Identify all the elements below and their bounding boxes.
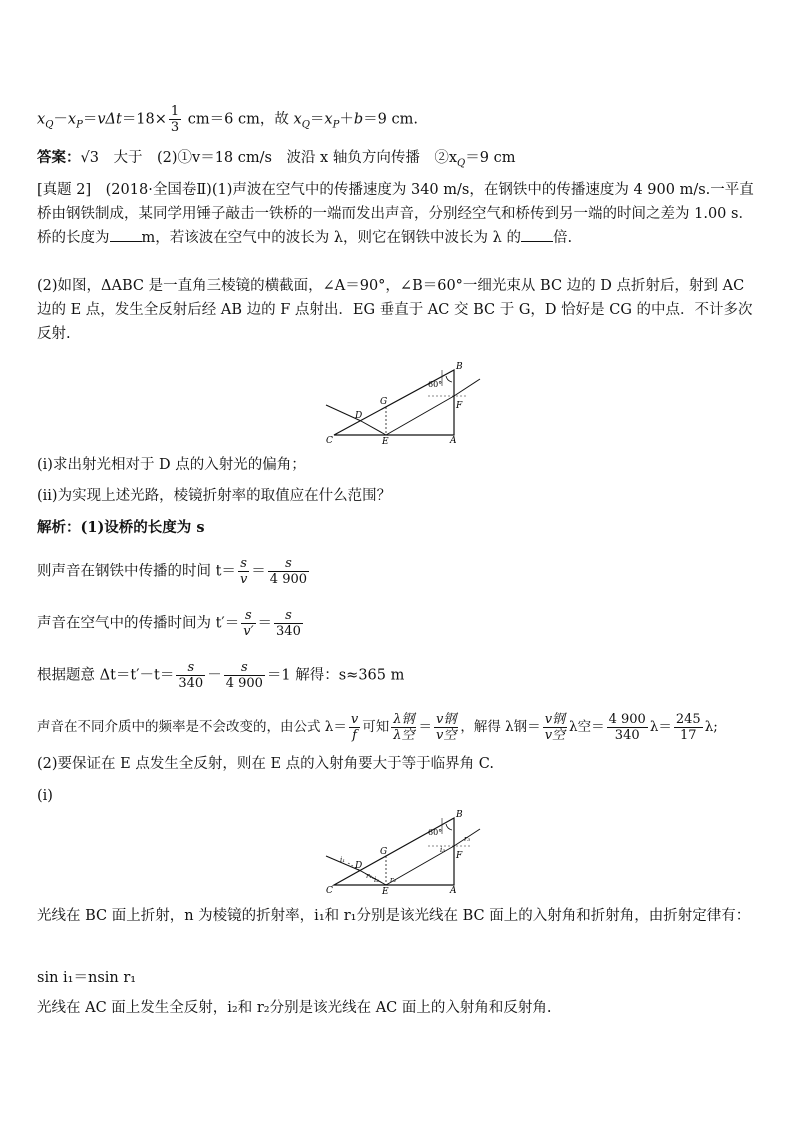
solution-line-2 (37, 556, 311, 587)
solution-paragraph-8 (37, 904, 759, 928)
angle-arc (446, 824, 452, 830)
denominator: 340 (178, 676, 204, 691)
numerator: v钢 (435, 712, 457, 727)
solution-text: 根据题意 Δt＝t′－t＝ (37, 667, 175, 684)
numerator: s (224, 660, 265, 676)
denominator: 17 (680, 728, 697, 743)
plus-sign: ＋ (339, 111, 354, 128)
solution-text: sin i₁＝nsin r₁ (37, 970, 137, 986)
fraction-one-third (169, 104, 181, 135)
angle-arc (446, 376, 452, 382)
equals-18: ＝18× (121, 111, 167, 128)
solution-text: λ空＝ (569, 719, 605, 735)
label-angle: 60° (428, 828, 443, 837)
solution-text: 可知 (362, 719, 390, 735)
numerator: v钢 (544, 712, 566, 727)
numerator: 245 (675, 712, 701, 727)
fraction-4900-340 (607, 712, 648, 743)
label-e: E (382, 437, 389, 444)
var-b: b (353, 111, 364, 128)
denominator: 340 (276, 624, 301, 639)
minus-sign: － (53, 111, 68, 128)
fraction-245-17 (674, 712, 703, 743)
equation-line (37, 104, 418, 135)
fraction-s-340 (274, 608, 303, 639)
sub-p: P (332, 119, 340, 131)
label-b: B (456, 362, 463, 372)
fraction-s-340 (176, 660, 205, 691)
solution-line-1 (37, 518, 205, 538)
numerator: s (176, 660, 205, 676)
numerator: 1 (170, 104, 180, 119)
label-i2: i₂ (374, 876, 380, 884)
prism-diagram (318, 360, 488, 444)
denominator: 4 900 (269, 572, 308, 587)
prism-diagram-detailed (318, 808, 488, 894)
v-delta-t: vΔt (97, 111, 122, 128)
answer-text: √3 大于 (2)①v＝18 cm/s 波沿 x 轴负方向传播 ②x (80, 150, 458, 166)
fraction-s-v (238, 556, 249, 587)
answer-text: ＝9 cm (465, 150, 516, 166)
solution-text: ，解得 λ钢＝ (460, 719, 541, 735)
label-r3: r₃ (464, 835, 471, 843)
solution-text: 声音在不同介质中的频率是不会改变的，由公式 λ＝ (37, 719, 347, 735)
sub-q: Q (45, 119, 54, 131)
question-text: (ⅱ)为实现上述光路，棱镜折射率的取值应在什么范围？ (37, 488, 392, 504)
label-angle: 60° (428, 380, 443, 389)
numerator: s (274, 608, 303, 624)
label-d: D (355, 861, 363, 871)
solution-text: (2)要保证在 E 点发生全反射，则在 E 点的入射角要大于等于临界角 C. (37, 756, 494, 772)
answer-blank (521, 227, 553, 242)
label-i1: i₁ (340, 856, 346, 864)
answer-label: 答案： (37, 149, 81, 166)
label-c: C (326, 436, 333, 444)
answer-line (37, 148, 515, 174)
denominator: v空 (435, 728, 457, 743)
fraction-v-f (349, 712, 360, 743)
numerator: 4 900 (608, 712, 646, 727)
var-x: x (293, 111, 302, 128)
sub-q: Q (457, 157, 466, 169)
fraction-v-ratio (543, 712, 567, 743)
label-r2: r₂ (390, 876, 397, 884)
equals-sign: ＝ (418, 719, 432, 735)
solution-text: λ; (704, 719, 718, 735)
equals-sign: ＝ (251, 563, 266, 580)
numerator: s (238, 556, 249, 572)
label-g: G (380, 847, 388, 857)
var-x: x (67, 111, 77, 128)
solution-line-3 (37, 608, 305, 639)
label-e: E (382, 887, 389, 894)
answer-blank (110, 227, 142, 242)
minus-sign: － (207, 667, 222, 684)
result-text: cm＝6 cm，故 (183, 111, 294, 128)
question-text: (ⅰ)求出射光相对于 D 点的入射光的偏角； (37, 457, 306, 473)
equals-sign: ＝ (309, 111, 325, 128)
label-f: F (456, 851, 463, 861)
problem-paragraph-2 (37, 274, 759, 346)
exit-ray (454, 379, 480, 396)
problem-text: [真题 2] (2018·全国卷Ⅱ)(1)声波在空气中的传播速度为 340 m/s，在钢铁中的传播速度为 4 900 m/s.一平直桥由钢铁制成，某同学用锤子敲击一铁桥的一端而发出声音，分别经空气和桥传到另一端的时间之差为 1.00 s．桥的长度为 (37, 182, 754, 246)
numerator: s (268, 556, 309, 572)
solution-text: λ＝ (649, 719, 672, 735)
label-f: F (456, 401, 463, 411)
equals-sign: ＝ (257, 615, 273, 632)
equals-sign: ＝ (82, 111, 98, 128)
label-c: C (326, 886, 333, 894)
label-a: A (450, 436, 457, 444)
label-d: D (355, 411, 363, 421)
solution-text: 光线在 BC 面上折射，n 为棱镜的折射率，i₁和 r₁分别是该光线在 BC 面上的入射角和折射角，由折射定律有： (37, 908, 751, 924)
label-i3: i₃ (440, 846, 446, 854)
denominator: v空 (544, 728, 566, 743)
problem-text: m，若该波在空气中的波长为 λ，则它在钢铁中波长为 λ 的 (141, 230, 521, 246)
solution-line-9 (37, 968, 136, 988)
label-g: G (380, 397, 388, 407)
fraction-s-4900 (224, 660, 265, 691)
solution-line-10 (37, 998, 551, 1018)
fraction-v-ratio (434, 712, 458, 743)
solution-text: (ⅰ) (37, 788, 53, 804)
problem-text: 倍. (552, 230, 573, 246)
result-text: ＝9 cm. (363, 111, 418, 128)
denominator: 3 (170, 120, 180, 135)
denominator: λ空 (393, 728, 415, 743)
question-i (37, 455, 306, 475)
label-b: B (456, 810, 463, 820)
fraction-lambda-ratio (391, 712, 416, 743)
label-a: A (450, 886, 457, 894)
label-r1: r₁ (366, 872, 373, 880)
problem-text: (2)如图，ΔABC 是一直角三棱镜的横截面，∠A＝90°，∠B＝60°一细光束从 BC 边的 D 点折射后，射到 AC 边的 E 点，发生全反射后经 AB 边的 F 点射出．EG 垂直于 AC 交 BC 于 G，D 恰好是 CG 的中点．不计多次反射. (37, 278, 753, 342)
problem-paragraph-1 (37, 178, 759, 250)
solution-text: 光线在 AC 面上发生全反射，i₂和 r₂分别是该光线在 AC 面上的入射角和反射角. (37, 1000, 552, 1016)
denominator: v (239, 572, 248, 587)
refracted-ray (361, 421, 386, 435)
denominator: v′ (243, 624, 254, 639)
sub-q: Q (301, 119, 310, 131)
solution-line-6 (37, 754, 494, 774)
sub-p: P (76, 119, 83, 131)
solution-line-5 (37, 712, 718, 743)
denominator: f (352, 728, 357, 743)
fraction-s-4900 (268, 556, 309, 587)
numerator: s (241, 608, 255, 624)
solution-text: 解析：(1)设桥的长度为 s (37, 519, 205, 536)
denominator: 4 900 (225, 676, 263, 691)
question-ii (37, 486, 391, 506)
fraction-s-vprime (241, 608, 255, 639)
solution-line-4 (37, 660, 404, 691)
var-x: x (324, 111, 333, 128)
denominator: 340 (614, 728, 640, 743)
numerator: v (350, 712, 359, 727)
solution-text: 声音在空气中的传播时间为 t′＝ (37, 615, 240, 632)
numerator: λ钢 (393, 712, 415, 727)
solution-text: ＝1 解得：s≈365 m (266, 667, 405, 684)
solution-line-7 (37, 786, 53, 806)
solution-text: 则声音在钢铁中传播的时间 t＝ (37, 563, 236, 580)
var-x: x (37, 111, 46, 128)
